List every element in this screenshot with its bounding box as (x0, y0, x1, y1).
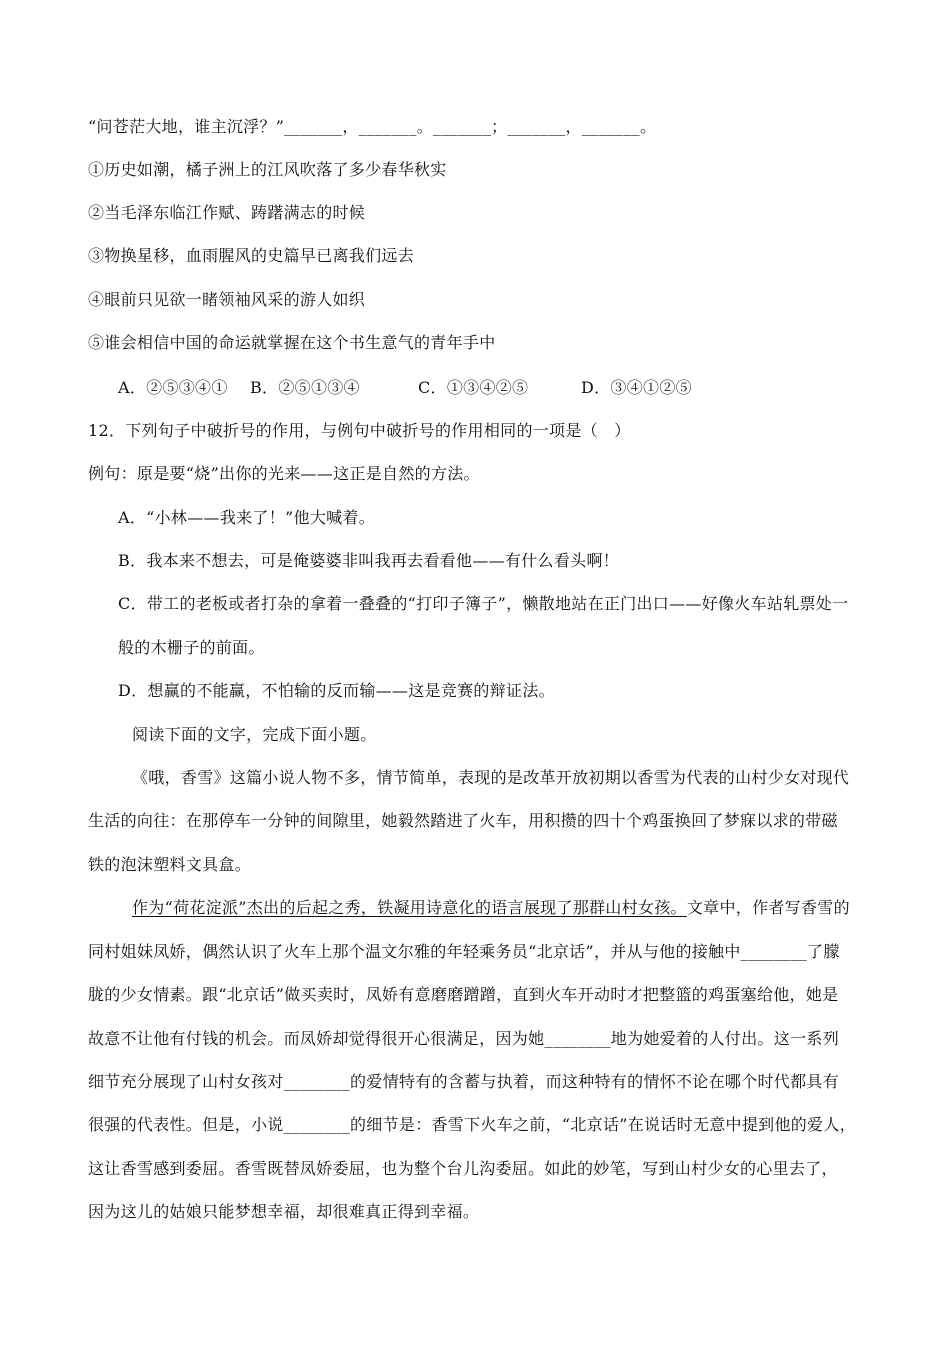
q11-item-4: ④眼前只见欲一睹领袖风采的游人如织 (88, 290, 366, 309)
q12-option-c-line1: C．带工的老板或者打杂的拿着一叠叠的“打印子簿子”，懒散地站在正门出口——好像火车站轧票处一 (118, 594, 849, 613)
reading-p2-line7: 这让香雪感到委屈。香雪既替凤娇委屈，也为整个台儿沟委屈。如此的妙笔，写到山村少女的心里去了， (88, 1159, 838, 1178)
q12-option-b: B．我本来不想去，可是俺婆婆非叫我再去看看他——有什么看头啊！ (118, 551, 620, 570)
reading-p2-line5: 细节充分展现了山村女孩对________的爱情特有的含蓄与执着，而这种特有的情怀不论在哪个时代都具有 (88, 1072, 840, 1091)
reading-p1-line2: 生活的向往：在那停车一分钟的间隙里，她毅然踏进了火车，用积攒的四十个鸡蛋换回了梦寐以求的带磁 (88, 811, 838, 830)
reading-p2-line8: 因为这儿的姑娘只能梦想幸福，却很难真正得到幸福。 (88, 1202, 480, 1221)
reading-p2-line3: 胧的少女情素。跟“北京话”做买卖时，凤娇有意磨磨蹭蹭，直到火车开动时才把整篮的鸡蛋塞给他，她是 (88, 985, 839, 1004)
q11-option-c: C．①③④②⑤ (418, 378, 529, 397)
reading-p2-line2: 同村姐妹凤娇，偶然认识了火车上那个温文尔雅的年轻乘务员“北京话”，并从与他的接触中________了朦 (88, 942, 840, 961)
reading-p2-line1-rest: 文章中，作者写香雪的 (686, 898, 850, 917)
q11-item-2: ②当毛泽东临江作赋、踌躇满志的时候 (88, 203, 366, 222)
reading-p2-line6: 很强的代表性。但是，小说________的细节是：香雪下火车之前，“北京话”在说话时无意中提到他的爱人， (88, 1115, 856, 1134)
q11-item-5: ⑤谁会相信中国的命运就掌握在这个书生意气的青年手中 (88, 333, 496, 352)
reading-p1-line3: 铁的泡沫塑料文具盒。 (88, 855, 252, 874)
q11-prompt: “问苍茫大地，谁主沉浮？”_______，_______。_______；_______，_______。 (88, 117, 657, 136)
q11-item-1: ①历史如潮，橘子洲上的江风吹落了多少春华秋实 (88, 160, 447, 179)
reading-p1-line1: 《哦，香雪》这篇小说人物不多，情节简单，表现的是改革开放初期以香雪为代表的山村少女对现代 (132, 768, 850, 787)
q11-option-b: B．②⑤①③④ (250, 378, 360, 397)
q11-item-3: ③物换星移，血雨腥风的史篇早已离我们远去 (88, 246, 415, 265)
q12-option-a: A．“小林——我来了！”他大喊着。 (118, 508, 376, 527)
reading-p2-line4: 故意不让他有付钱的机会。而凤娇却觉得很开心很满足，因为她________地为她爱着的人付出。这一系列 (88, 1029, 840, 1048)
q12-stem: 12．下列句子中破折号的作用，与例句中破折号的作用相同的一项是（ ） (88, 421, 631, 440)
q11-options (118, 377, 692, 399)
underlined-sentence: 作为“荷花淀派”杰出的后起之秀，铁凝用诗意化的语言展现了那群山村女孩。 (132, 898, 687, 917)
reading-p2-line1 (132, 897, 850, 919)
q12-option-c-line2: 般的木栅子的前面。 (118, 638, 265, 657)
q11-option-d: D．③④①②⑤ (581, 378, 692, 397)
q11-option-a: A．②⑤③④① (118, 378, 228, 397)
q12-option-d: D．想赢的不能赢，不怕输的反而输——这是竞赛的辩证法。 (118, 681, 555, 700)
q12-example: 例句：原是要“烧”出你的光来——这正是自然的方法。 (88, 464, 480, 483)
reading-instruction: 阅读下面的文字，完成下面小题。 (132, 725, 377, 744)
